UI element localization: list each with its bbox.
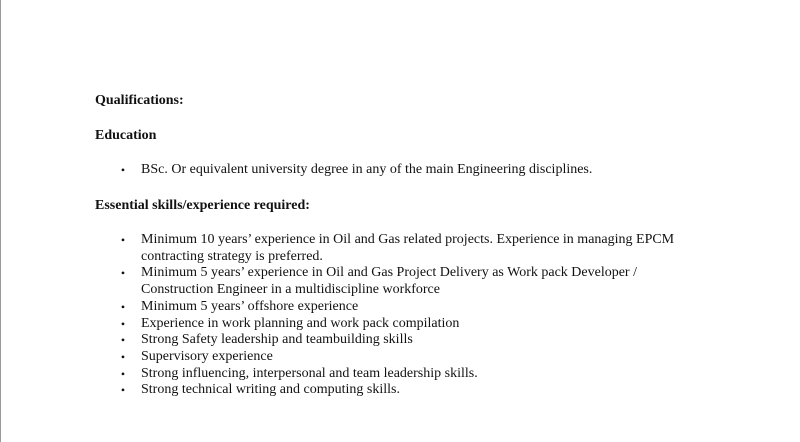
- bullet-icon: •: [120, 333, 126, 348]
- bullet-icon: •: [120, 233, 126, 247]
- education-heading: Education: [95, 128, 157, 143]
- list-item: [0, 349, 701, 366]
- bullet-icon: •: [120, 299, 126, 314]
- list-item-text: Minimum 5 years’ offshore experience: [141, 298, 359, 314]
- list-item-text: Minimum 10 years’ experience in Oil and Gas related projects. Experience in managing EPCM contracting strategy is preferred.: [141, 232, 675, 264]
- bullet-icon: •: [120, 383, 126, 398]
- bullet-icon: •: [120, 316, 126, 331]
- bullet-icon: •: [120, 163, 126, 177]
- qualifications-heading: Qualifications:: [95, 93, 184, 108]
- list-item: [0, 316, 701, 333]
- list-item-text: Strong influencing, interpersonal and team leadership skills.: [141, 365, 478, 381]
- list-item: [0, 366, 701, 383]
- list-item: [0, 332, 701, 349]
- list-item: [0, 299, 701, 316]
- list-item-text: Minimum 5 years’ experience in Oil and Gas Project Delivery as Work pack Developer / Construction Engineer in a multidiscipline workforce: [141, 265, 637, 298]
- list-item-text: Strong technical writing and computing skills.: [141, 382, 400, 398]
- education-list: [0, 162, 701, 179]
- list-item: [0, 265, 701, 298]
- list-item: [0, 382, 701, 399]
- list-item-text: BSc. Or equivalent university degree in any of the main Engineering disciplines.: [141, 162, 593, 177]
- skills-heading: Essential skills/experience required:: [95, 198, 310, 213]
- bullet-icon: •: [120, 349, 126, 364]
- list-item: [0, 232, 701, 265]
- list-item-text: Supervisory experience: [141, 348, 273, 364]
- skills-list: [0, 232, 701, 399]
- list-item: [0, 162, 701, 179]
- bullet-icon: •: [120, 266, 126, 281]
- bullet-icon: •: [120, 366, 126, 381]
- list-item-text: Experience in work planning and work pack compilation: [141, 315, 460, 331]
- list-item-text: Strong Safety leadership and teambuilding skills: [141, 332, 413, 348]
